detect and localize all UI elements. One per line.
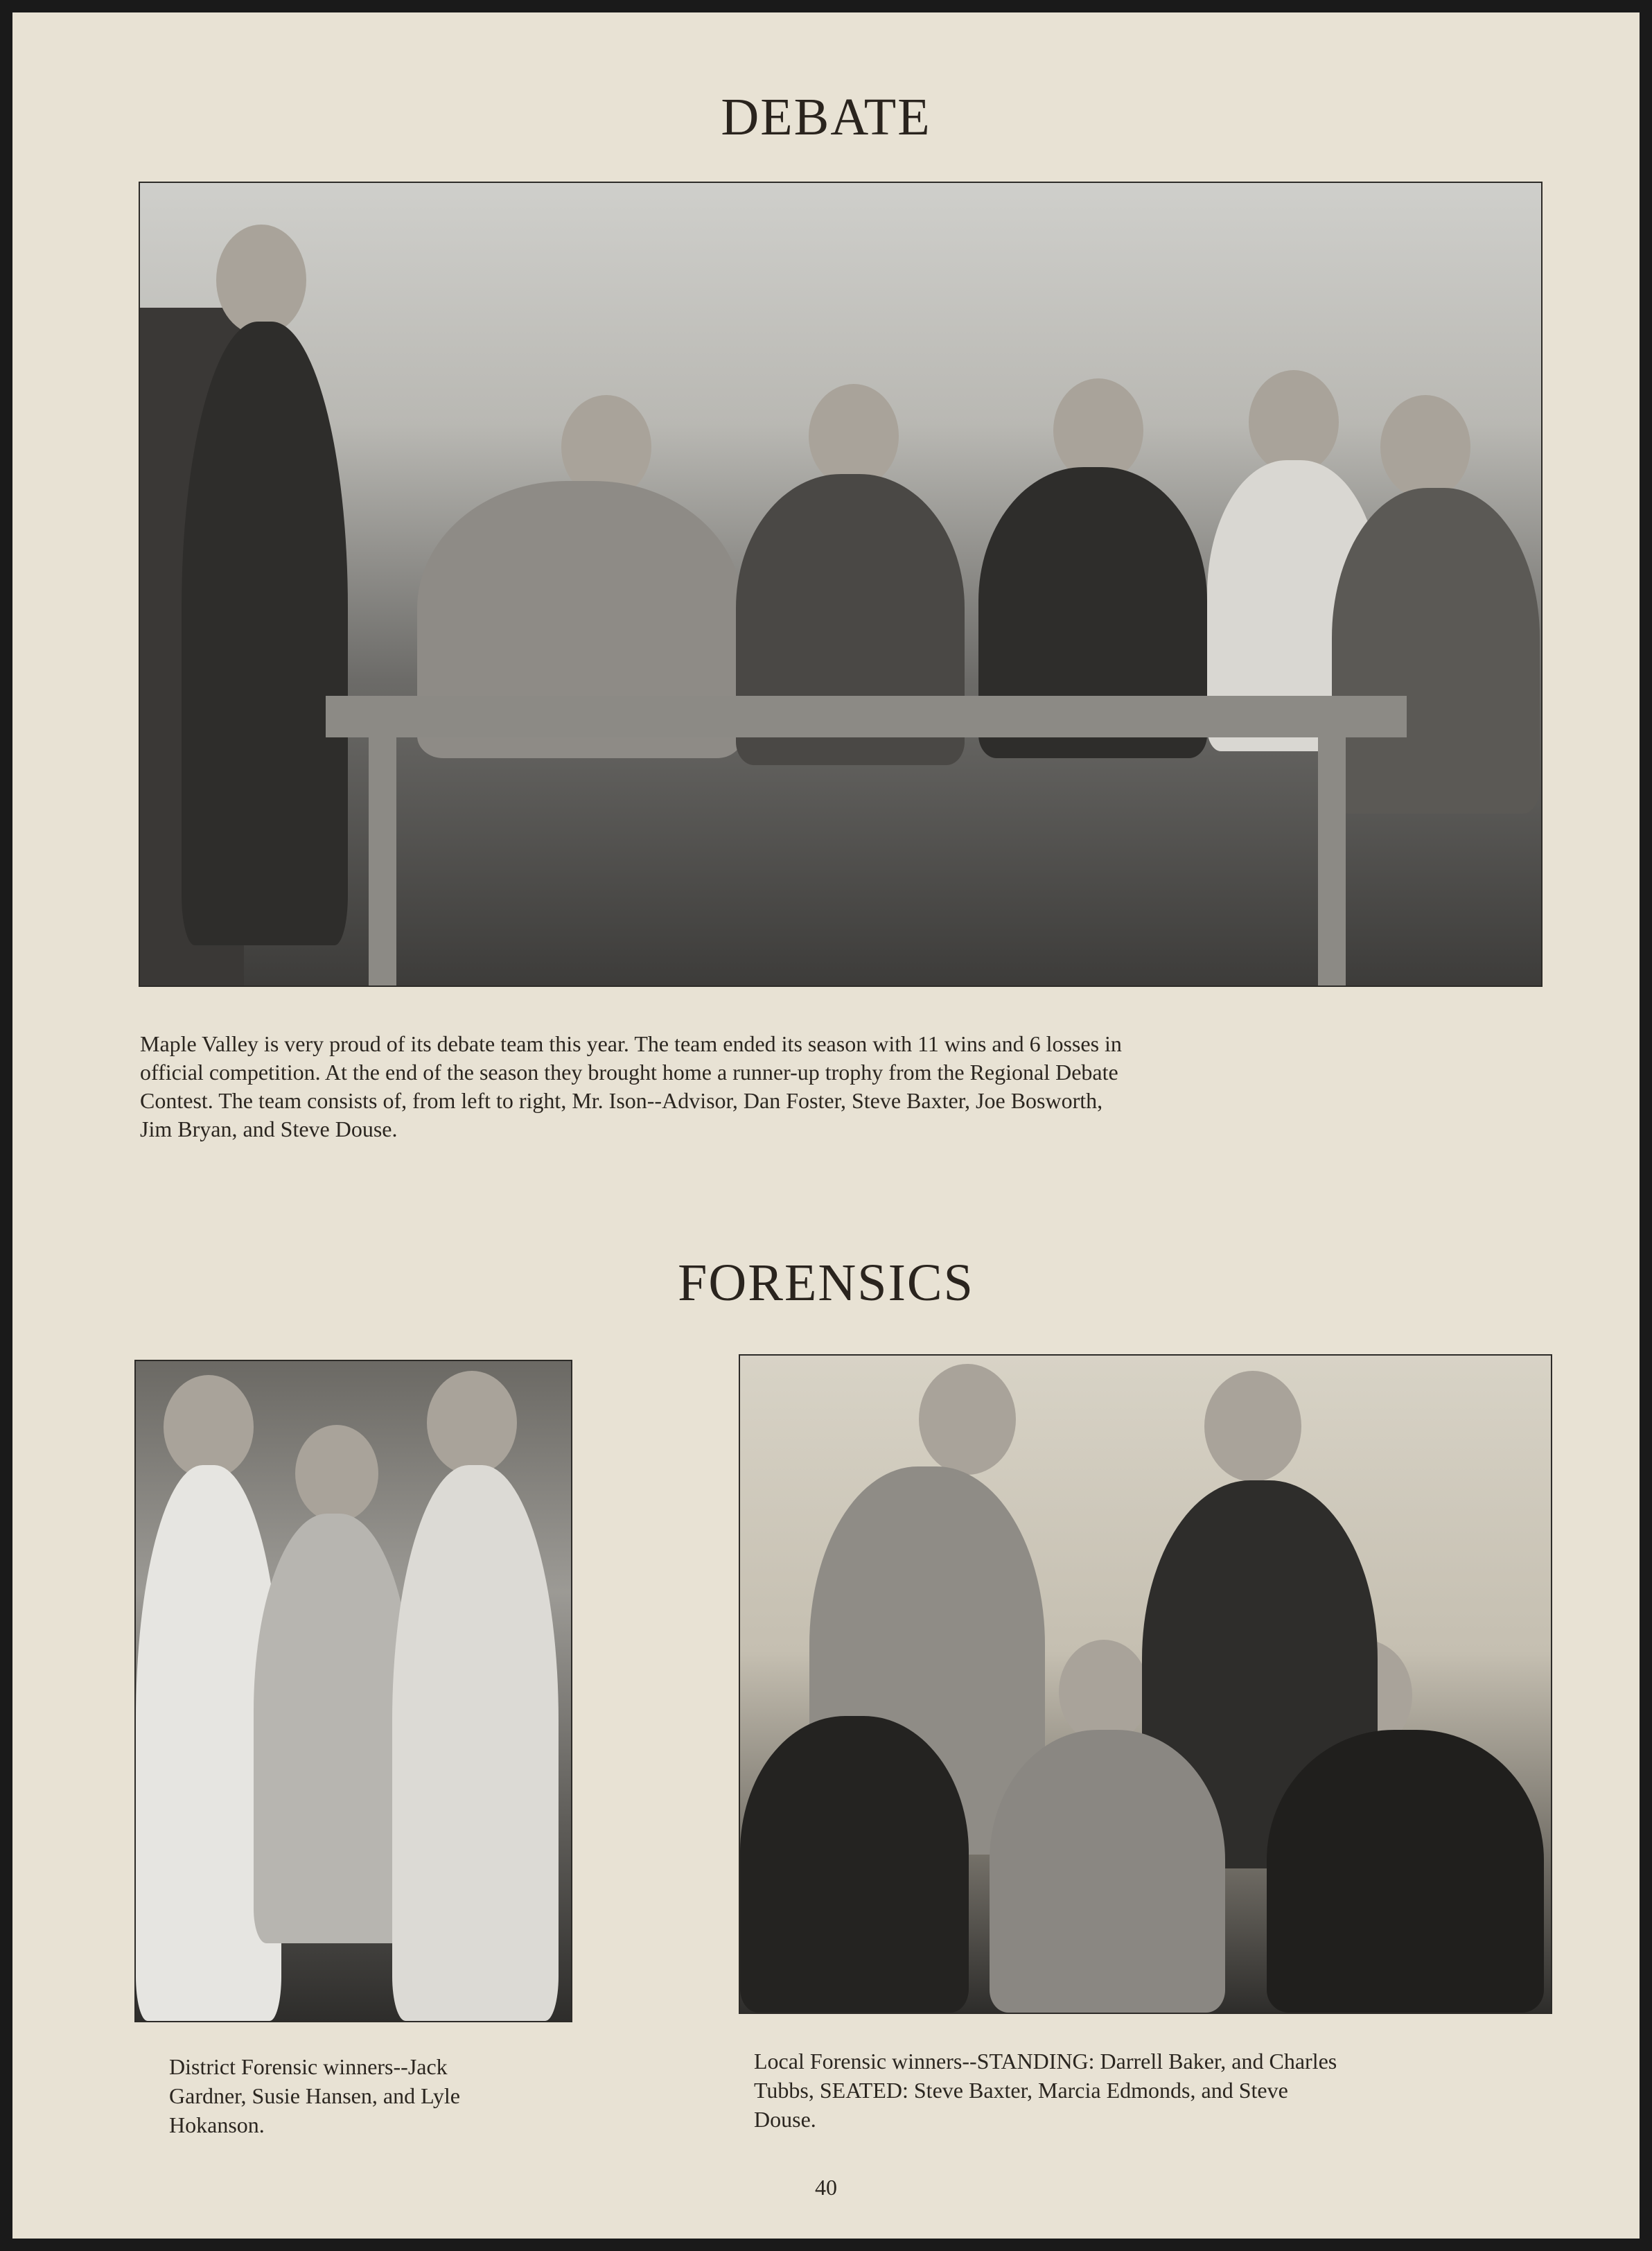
- district-forensic-photo: [134, 1360, 572, 2022]
- student-head: [809, 384, 899, 488]
- student-figure: [1332, 488, 1540, 814]
- caption-line: Douse.: [754, 2107, 816, 2132]
- caption-line: District Forensic winners--Jack: [169, 2054, 448, 2079]
- student-figure: [1267, 1730, 1544, 2013]
- student-head: [1380, 395, 1470, 499]
- caption-line: Local Forensic winners--STANDING: Darrell Baker, and Charles: [754, 2049, 1337, 2074]
- advisor-head: [216, 225, 306, 335]
- forensics-heading: FORENSICS: [678, 1254, 974, 1312]
- table-leg: [1318, 737, 1346, 986]
- student-figure: [254, 1514, 413, 1943]
- debate-team-photo: [139, 182, 1543, 987]
- caption-line: official competition. At the end of the season they brought home a runner-up trophy from the Regional Debate: [140, 1060, 1118, 1085]
- caption-line: Maple Valley is very proud of its debate team this year. The team ended its season with 11 wins and 6 losses in: [140, 1031, 1122, 1056]
- caption-line: Contest. The team consists of, from left to right, Mr. Ison--Advisor, Dan Foster, Steve Baxter, Joe Bosworth,: [140, 1088, 1103, 1113]
- debate-heading: DEBATE: [721, 88, 931, 146]
- student-figure: [392, 1465, 559, 2021]
- student-head: [164, 1375, 254, 1479]
- student-head: [919, 1364, 1016, 1475]
- page-number: 40: [815, 2175, 837, 2200]
- table-leg: [369, 737, 396, 986]
- student-head: [1204, 1371, 1301, 1482]
- student-figure: [990, 1730, 1225, 2013]
- student-head: [1249, 370, 1339, 474]
- student-head: [427, 1371, 517, 1475]
- caption-line: Hokanson.: [169, 2112, 265, 2137]
- advisor-figure: [182, 322, 348, 945]
- caption-line: Jim Bryan, and Steve Douse.: [140, 1116, 398, 1141]
- yearbook-page: [12, 12, 1640, 2239]
- caption-line: Gardner, Susie Hansen, and Lyle: [169, 2083, 460, 2108]
- student-head: [295, 1425, 378, 1522]
- local-forensic-photo: [739, 1354, 1552, 2014]
- caption-line: Tubbs, SEATED: Steve Baxter, Marcia Edmonds, and Steve: [754, 2078, 1288, 2103]
- student-head: [1059, 1640, 1149, 1744]
- debate-table: [326, 696, 1407, 737]
- student-figure: [740, 1716, 969, 2013]
